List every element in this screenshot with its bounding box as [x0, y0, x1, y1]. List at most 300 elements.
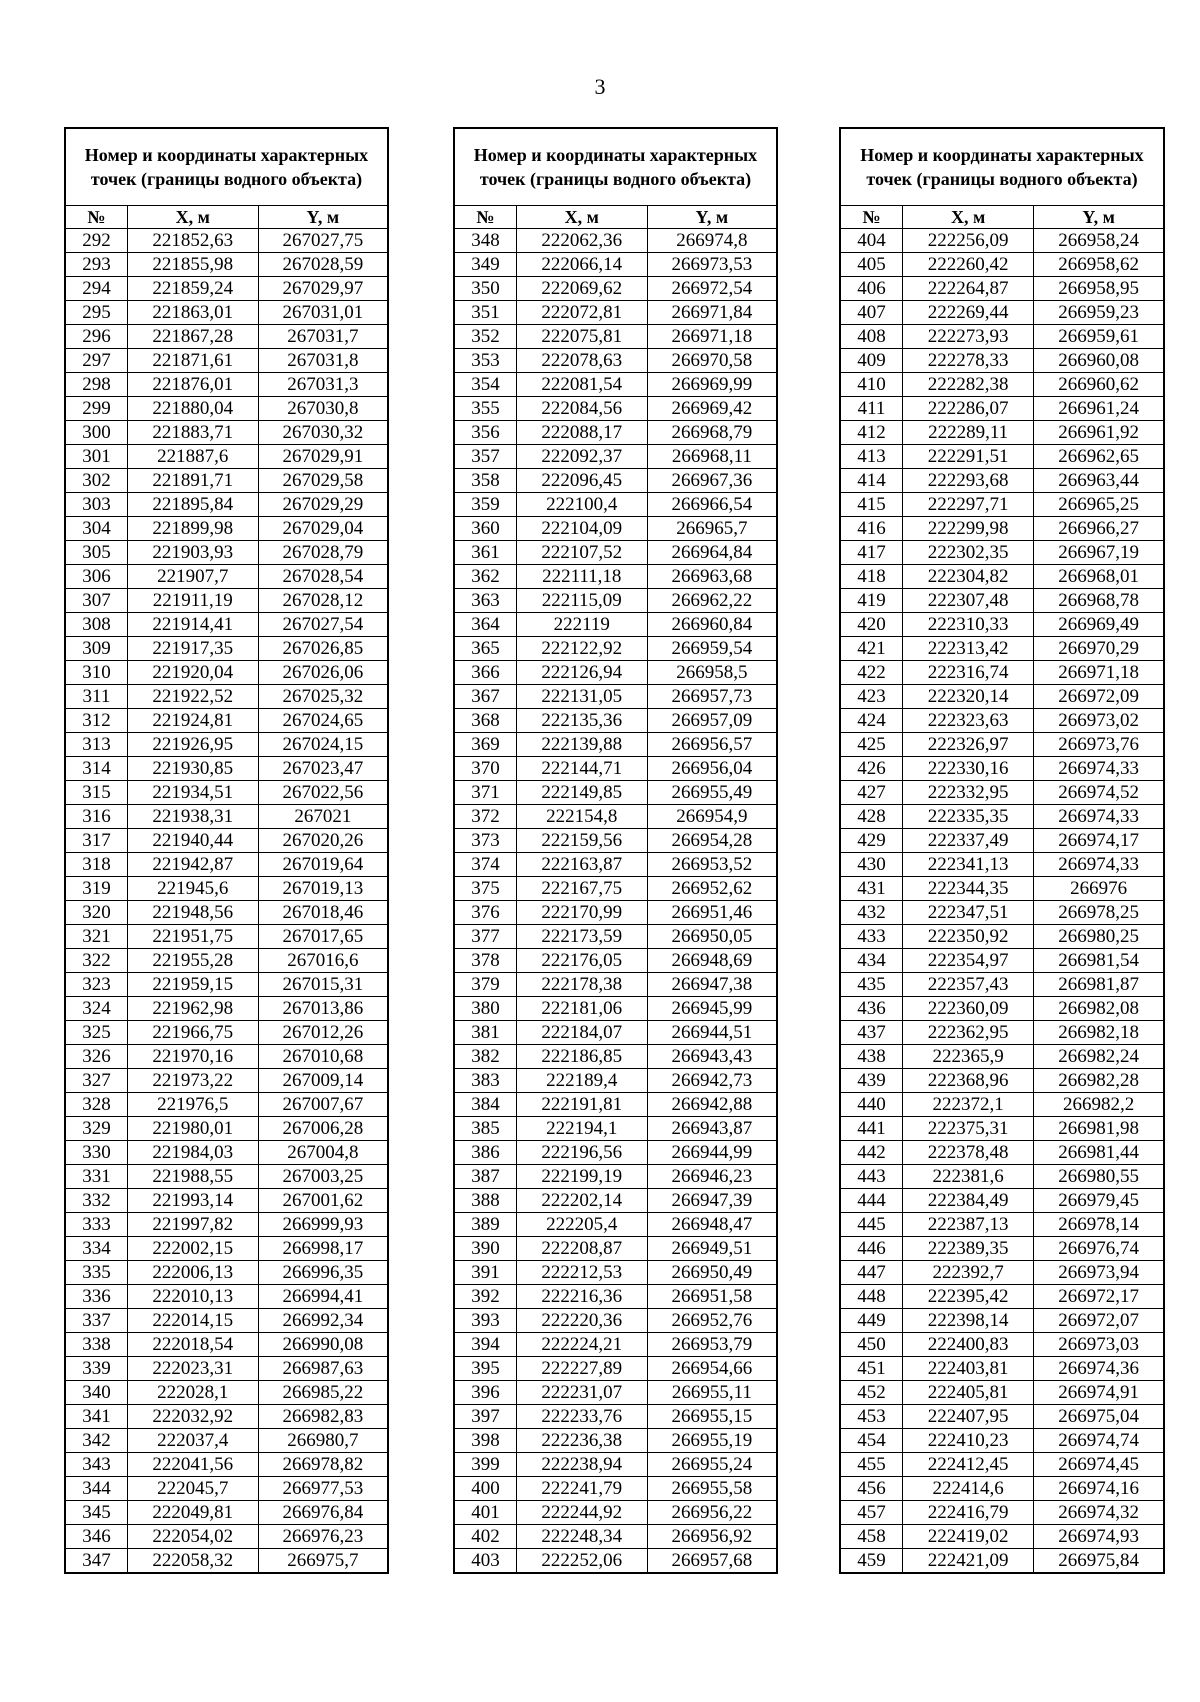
- cell-y: 266966,27: [1034, 517, 1164, 541]
- cell-number: 326: [65, 1045, 127, 1069]
- table-row: [454, 229, 777, 253]
- column-header-number: №: [840, 206, 903, 229]
- table-row: [65, 661, 388, 685]
- cell-number: 303: [65, 493, 127, 517]
- cell-number: 433: [840, 925, 903, 949]
- cell-number: 323: [65, 973, 127, 997]
- cell-x: 221863,01: [127, 301, 258, 325]
- cell-y: 266955,24: [647, 1453, 777, 1477]
- cell-x: 222115,09: [516, 589, 647, 613]
- cell-number: 426: [840, 757, 903, 781]
- table-row: [454, 1189, 777, 1213]
- table-row: [840, 1429, 1164, 1453]
- cell-y: 266987,63: [258, 1357, 388, 1381]
- cell-number: 372: [454, 805, 516, 829]
- table-row: [840, 637, 1164, 661]
- cell-number: 355: [454, 397, 516, 421]
- table-row: [65, 1021, 388, 1045]
- table-row: [454, 1429, 777, 1453]
- table-row: [454, 1309, 777, 1333]
- table-row: [840, 445, 1164, 469]
- cell-x: 222403,81: [903, 1357, 1034, 1381]
- table-row: [454, 1093, 777, 1117]
- cell-x: 221903,93: [127, 541, 258, 565]
- table-row: [454, 1501, 777, 1525]
- table-body: [840, 229, 1164, 1574]
- table-row: [454, 1477, 777, 1501]
- cell-x: 222032,92: [127, 1405, 258, 1429]
- cell-x: 222337,49: [903, 829, 1034, 853]
- cell-y: 266974,33: [1034, 805, 1164, 829]
- table-row: [454, 1285, 777, 1309]
- cell-x: 222252,06: [516, 1549, 647, 1574]
- cell-y: 266948,47: [647, 1213, 777, 1237]
- cell-y: 266958,24: [1034, 229, 1164, 253]
- cell-number: 328: [65, 1093, 127, 1117]
- cell-x: 222264,87: [903, 277, 1034, 301]
- cell-x: 221938,31: [127, 805, 258, 829]
- cell-number: 319: [65, 877, 127, 901]
- table-row: [454, 1525, 777, 1549]
- cell-number: 424: [840, 709, 903, 733]
- cell-x: 222360,09: [903, 997, 1034, 1021]
- cell-number: 383: [454, 1069, 516, 1093]
- table-row: [454, 1213, 777, 1237]
- table-row: [65, 1165, 388, 1189]
- table-row: [454, 1165, 777, 1189]
- cell-number: 425: [840, 733, 903, 757]
- cell-x: 222122,92: [516, 637, 647, 661]
- cell-number: 377: [454, 925, 516, 949]
- cell-y: 266981,98: [1034, 1117, 1164, 1141]
- table-row: [65, 1477, 388, 1501]
- cell-y: 266952,62: [647, 877, 777, 901]
- table-row: [65, 853, 388, 877]
- cell-number: 392: [454, 1285, 516, 1309]
- cell-y: 267031,3: [258, 373, 388, 397]
- cell-x: 222111,18: [516, 565, 647, 589]
- table-row: [65, 1525, 388, 1549]
- table-row: [65, 445, 388, 469]
- cell-number: 393: [454, 1309, 516, 1333]
- table-row: [840, 997, 1164, 1021]
- cell-y: 266980,25: [1034, 925, 1164, 949]
- cell-number: 295: [65, 301, 127, 325]
- cell-number: 314: [65, 757, 127, 781]
- cell-x: 222224,21: [516, 1333, 647, 1357]
- cell-x: 222049,81: [127, 1501, 258, 1525]
- table-row: [65, 1045, 388, 1069]
- table-row: [65, 1117, 388, 1141]
- cell-number: 330: [65, 1141, 127, 1165]
- cell-x: 222384,49: [903, 1189, 1034, 1213]
- cell-number: 343: [65, 1453, 127, 1477]
- cell-x: 222269,44: [903, 301, 1034, 325]
- cell-x: 222191,81: [516, 1093, 647, 1117]
- cell-number: 356: [454, 421, 516, 445]
- cell-y: 266956,92: [647, 1525, 777, 1549]
- cell-y: 266945,99: [647, 997, 777, 1021]
- table-row: [454, 349, 777, 373]
- cell-y: 266956,04: [647, 757, 777, 781]
- table-row: [840, 1525, 1164, 1549]
- cell-y: 266954,28: [647, 829, 777, 853]
- cell-number: 385: [454, 1117, 516, 1141]
- cell-y: 266943,43: [647, 1045, 777, 1069]
- table-row: [454, 613, 777, 637]
- cell-x: 222092,37: [516, 445, 647, 469]
- table-row: [454, 1021, 777, 1045]
- cell-y: 267031,8: [258, 349, 388, 373]
- cell-y: 266973,94: [1034, 1261, 1164, 1285]
- cell-number: 334: [65, 1237, 127, 1261]
- cell-number: 358: [454, 469, 516, 493]
- cell-number: 325: [65, 1021, 127, 1045]
- cell-number: 416: [840, 517, 903, 541]
- cell-y: 266972,09: [1034, 685, 1164, 709]
- cell-x: 221940,44: [127, 829, 258, 853]
- cell-number: 338: [65, 1333, 127, 1357]
- table-row: [65, 1405, 388, 1429]
- cell-y: 266990,08: [258, 1333, 388, 1357]
- table-row: [65, 277, 388, 301]
- cell-y: 267012,26: [258, 1021, 388, 1045]
- cell-y: 266962,65: [1034, 445, 1164, 469]
- cell-number: 414: [840, 469, 903, 493]
- cell-y: 266981,87: [1034, 973, 1164, 997]
- cell-x: 222414,6: [903, 1477, 1034, 1501]
- table-row: [454, 325, 777, 349]
- table-row: [840, 1309, 1164, 1333]
- cell-y: 267024,15: [258, 733, 388, 757]
- cell-number: 409: [840, 349, 903, 373]
- table-row: [65, 901, 388, 925]
- cell-y: 267023,47: [258, 757, 388, 781]
- table-row: [840, 589, 1164, 613]
- table-row: [840, 397, 1164, 421]
- cell-x: 222244,92: [516, 1501, 647, 1525]
- table-row: [840, 229, 1164, 253]
- cell-number: 302: [65, 469, 127, 493]
- table-row: [840, 277, 1164, 301]
- column-header-y: Y, м: [258, 206, 388, 229]
- column-header-number: №: [65, 206, 127, 229]
- cell-number: 419: [840, 589, 903, 613]
- cell-x: 221970,16: [127, 1045, 258, 1069]
- table-row: [840, 421, 1164, 445]
- cell-x: 221880,04: [127, 397, 258, 421]
- cell-number: 300: [65, 421, 127, 445]
- cell-number: 375: [454, 877, 516, 901]
- table-row: [65, 1453, 388, 1477]
- cell-x: 222045,7: [127, 1477, 258, 1501]
- table-row: [454, 805, 777, 829]
- cell-number: 449: [840, 1309, 903, 1333]
- cell-y: 266974,8: [647, 229, 777, 253]
- cell-number: 357: [454, 445, 516, 469]
- table-row: [65, 997, 388, 1021]
- table-row: [840, 1093, 1164, 1117]
- column-header-y: Y, м: [1034, 206, 1164, 229]
- cell-x: 222421,09: [903, 1549, 1034, 1574]
- coordinates-table-1: [64, 127, 389, 1574]
- cell-number: 453: [840, 1405, 903, 1429]
- table-row: [454, 709, 777, 733]
- cell-number: 442: [840, 1141, 903, 1165]
- cell-number: 332: [65, 1189, 127, 1213]
- cell-y: 266968,01: [1034, 565, 1164, 589]
- cell-number: 404: [840, 229, 903, 253]
- cell-x: 221926,95: [127, 733, 258, 757]
- table-row: [840, 349, 1164, 373]
- cell-number: 324: [65, 997, 127, 1021]
- cell-y: 266976: [1034, 877, 1164, 901]
- cell-y: 266974,33: [1034, 757, 1164, 781]
- cell-y: 266963,68: [647, 565, 777, 589]
- cell-x: 222149,85: [516, 781, 647, 805]
- cell-x: 222178,38: [516, 973, 647, 997]
- cell-x: 222167,75: [516, 877, 647, 901]
- cell-y: 267013,86: [258, 997, 388, 1021]
- cell-x: 221984,03: [127, 1141, 258, 1165]
- cell-x: 222387,13: [903, 1213, 1034, 1237]
- cell-number: 376: [454, 901, 516, 925]
- cell-x: 222173,59: [516, 925, 647, 949]
- cell-y: 266949,51: [647, 1237, 777, 1261]
- cell-y: 266971,84: [647, 301, 777, 325]
- cell-y: 266982,28: [1034, 1069, 1164, 1093]
- cell-x: 221930,85: [127, 757, 258, 781]
- cell-number: 388: [454, 1189, 516, 1213]
- cell-number: 321: [65, 925, 127, 949]
- cell-x: 221997,82: [127, 1213, 258, 1237]
- table-row: [454, 1381, 777, 1405]
- cell-x: 222378,48: [903, 1141, 1034, 1165]
- cell-y: 266944,51: [647, 1021, 777, 1045]
- cell-y: 266960,62: [1034, 373, 1164, 397]
- cell-x: 222062,36: [516, 229, 647, 253]
- cell-number: 430: [840, 853, 903, 877]
- table-row: [454, 757, 777, 781]
- cell-y: 266953,52: [647, 853, 777, 877]
- cell-x: 222297,71: [903, 493, 1034, 517]
- cell-x: 222181,06: [516, 997, 647, 1021]
- cell-x: 222286,07: [903, 397, 1034, 421]
- cell-x: 222341,13: [903, 853, 1034, 877]
- cell-x: 222078,63: [516, 349, 647, 373]
- cell-x: 222216,36: [516, 1285, 647, 1309]
- cell-y: 267021: [258, 805, 388, 829]
- cell-y: 266973,53: [647, 253, 777, 277]
- cell-x: 222002,15: [127, 1237, 258, 1261]
- cell-x: 222233,76: [516, 1405, 647, 1429]
- cell-number: 305: [65, 541, 127, 565]
- table-row: [65, 229, 388, 253]
- cell-y: 266951,58: [647, 1285, 777, 1309]
- table-row: [65, 373, 388, 397]
- cell-x: 221988,55: [127, 1165, 258, 1189]
- table-row: [65, 1429, 388, 1453]
- cell-x: 222066,14: [516, 253, 647, 277]
- cell-number: 406: [840, 277, 903, 301]
- cell-y: 266996,35: [258, 1261, 388, 1285]
- cell-y: 266976,84: [258, 1501, 388, 1525]
- cell-y: 267028,12: [258, 589, 388, 613]
- cell-x: 222368,96: [903, 1069, 1034, 1093]
- cell-x: 222316,74: [903, 661, 1034, 685]
- cell-number: 298: [65, 373, 127, 397]
- cell-number: 318: [65, 853, 127, 877]
- cell-x: 222395,42: [903, 1285, 1034, 1309]
- cell-number: 450: [840, 1333, 903, 1357]
- cell-x: 222058,32: [127, 1549, 258, 1574]
- cell-number: 346: [65, 1525, 127, 1549]
- cell-number: 390: [454, 1237, 516, 1261]
- cell-y: 266954,66: [647, 1357, 777, 1381]
- cell-y: 267031,01: [258, 301, 388, 325]
- cell-y: 266957,73: [647, 685, 777, 709]
- cell-x: 221924,81: [127, 709, 258, 733]
- cell-y: 267015,31: [258, 973, 388, 997]
- cell-y: 267004,8: [258, 1141, 388, 1165]
- cell-number: 310: [65, 661, 127, 685]
- cell-number: 384: [454, 1093, 516, 1117]
- table-row: [65, 949, 388, 973]
- table-title: Номер и координаты характерных точек (границы водного объекта): [65, 128, 388, 206]
- cell-x: 221891,71: [127, 469, 258, 493]
- table-row: [454, 925, 777, 949]
- cell-y: 266961,92: [1034, 421, 1164, 445]
- cell-number: 386: [454, 1141, 516, 1165]
- cell-y: 267026,85: [258, 637, 388, 661]
- table-row: [454, 1141, 777, 1165]
- cell-number: 408: [840, 325, 903, 349]
- table-row: [840, 949, 1164, 973]
- cell-x: 222416,79: [903, 1501, 1034, 1525]
- cell-y: 266958,5: [647, 661, 777, 685]
- cell-number: 304: [65, 517, 127, 541]
- cell-number: 301: [65, 445, 127, 469]
- cell-number: 354: [454, 373, 516, 397]
- cell-x: 222304,82: [903, 565, 1034, 589]
- cell-y: 266974,32: [1034, 1501, 1164, 1525]
- table-row: [454, 397, 777, 421]
- cell-number: 327: [65, 1069, 127, 1093]
- cell-number: 308: [65, 613, 127, 637]
- cell-x: 222220,36: [516, 1309, 647, 1333]
- table-row: [65, 925, 388, 949]
- cell-y: 266946,23: [647, 1165, 777, 1189]
- cell-x: 222096,45: [516, 469, 647, 493]
- cell-y: 267009,14: [258, 1069, 388, 1093]
- cell-x: 222398,14: [903, 1309, 1034, 1333]
- cell-number: 339: [65, 1357, 127, 1381]
- cell-number: 292: [65, 229, 127, 253]
- cell-number: 297: [65, 349, 127, 373]
- cell-number: 322: [65, 949, 127, 973]
- table-row: [454, 637, 777, 661]
- cell-x: 222335,35: [903, 805, 1034, 829]
- cell-number: 367: [454, 685, 516, 709]
- table-row: [840, 901, 1164, 925]
- table-body: [454, 229, 777, 1574]
- cell-number: 435: [840, 973, 903, 997]
- cell-x: 221920,04: [127, 661, 258, 685]
- cell-y: 267028,79: [258, 541, 388, 565]
- table-row: [840, 565, 1164, 589]
- cell-y: 266974,33: [1034, 853, 1164, 877]
- cell-y: 266981,44: [1034, 1141, 1164, 1165]
- table-row: [65, 1309, 388, 1333]
- cell-x: 221962,98: [127, 997, 258, 1021]
- table-row: [454, 565, 777, 589]
- cell-y: 266982,83: [258, 1405, 388, 1429]
- cell-x: 222135,36: [516, 709, 647, 733]
- cell-x: 221876,01: [127, 373, 258, 397]
- cell-y: 267003,25: [258, 1165, 388, 1189]
- cell-x: 222088,17: [516, 421, 647, 445]
- cell-x: 221883,71: [127, 421, 258, 445]
- cell-x: 222069,62: [516, 277, 647, 301]
- table-row: [454, 949, 777, 973]
- cell-number: 417: [840, 541, 903, 565]
- cell-number: 451: [840, 1357, 903, 1381]
- cell-number: 398: [454, 1429, 516, 1453]
- cell-y: 266982,24: [1034, 1045, 1164, 1069]
- cell-y: 266944,99: [647, 1141, 777, 1165]
- cell-y: 266968,11: [647, 445, 777, 469]
- cell-x: 222347,51: [903, 901, 1034, 925]
- table-row: [454, 1333, 777, 1357]
- table-row: [454, 781, 777, 805]
- cell-x: 222405,81: [903, 1381, 1034, 1405]
- cell-y: 266978,14: [1034, 1213, 1164, 1237]
- cell-x: 222126,94: [516, 661, 647, 685]
- cell-x: 221959,15: [127, 973, 258, 997]
- cell-x: 222381,6: [903, 1165, 1034, 1189]
- cell-number: 447: [840, 1261, 903, 1285]
- cell-y: 266950,49: [647, 1261, 777, 1285]
- table-row: [840, 1237, 1164, 1261]
- cell-number: 439: [840, 1069, 903, 1093]
- cell-y: 267018,46: [258, 901, 388, 925]
- table-row: [454, 1549, 777, 1574]
- cell-number: 445: [840, 1213, 903, 1237]
- cell-number: 448: [840, 1285, 903, 1309]
- cell-x: 222189,4: [516, 1069, 647, 1093]
- table-row: [840, 1453, 1164, 1477]
- cell-number: 333: [65, 1213, 127, 1237]
- cell-y: 266973,03: [1034, 1333, 1164, 1357]
- cell-y: 266974,91: [1034, 1381, 1164, 1405]
- cell-y: 266956,57: [647, 733, 777, 757]
- cell-x: 221966,75: [127, 1021, 258, 1045]
- table-row: [840, 1357, 1164, 1381]
- table-row: [454, 1237, 777, 1261]
- cell-y: 267027,54: [258, 613, 388, 637]
- cell-number: 399: [454, 1453, 516, 1477]
- cell-x: 222023,31: [127, 1357, 258, 1381]
- cell-y: 266975,04: [1034, 1405, 1164, 1429]
- cell-y: 266974,93: [1034, 1525, 1164, 1549]
- cell-y: 266958,95: [1034, 277, 1164, 301]
- cell-y: 267030,8: [258, 397, 388, 421]
- cell-x: 221852,63: [127, 229, 258, 253]
- cell-y: 266980,7: [258, 1429, 388, 1453]
- cell-x: 221973,22: [127, 1069, 258, 1093]
- table-row: [65, 733, 388, 757]
- cell-y: 266978,25: [1034, 901, 1164, 925]
